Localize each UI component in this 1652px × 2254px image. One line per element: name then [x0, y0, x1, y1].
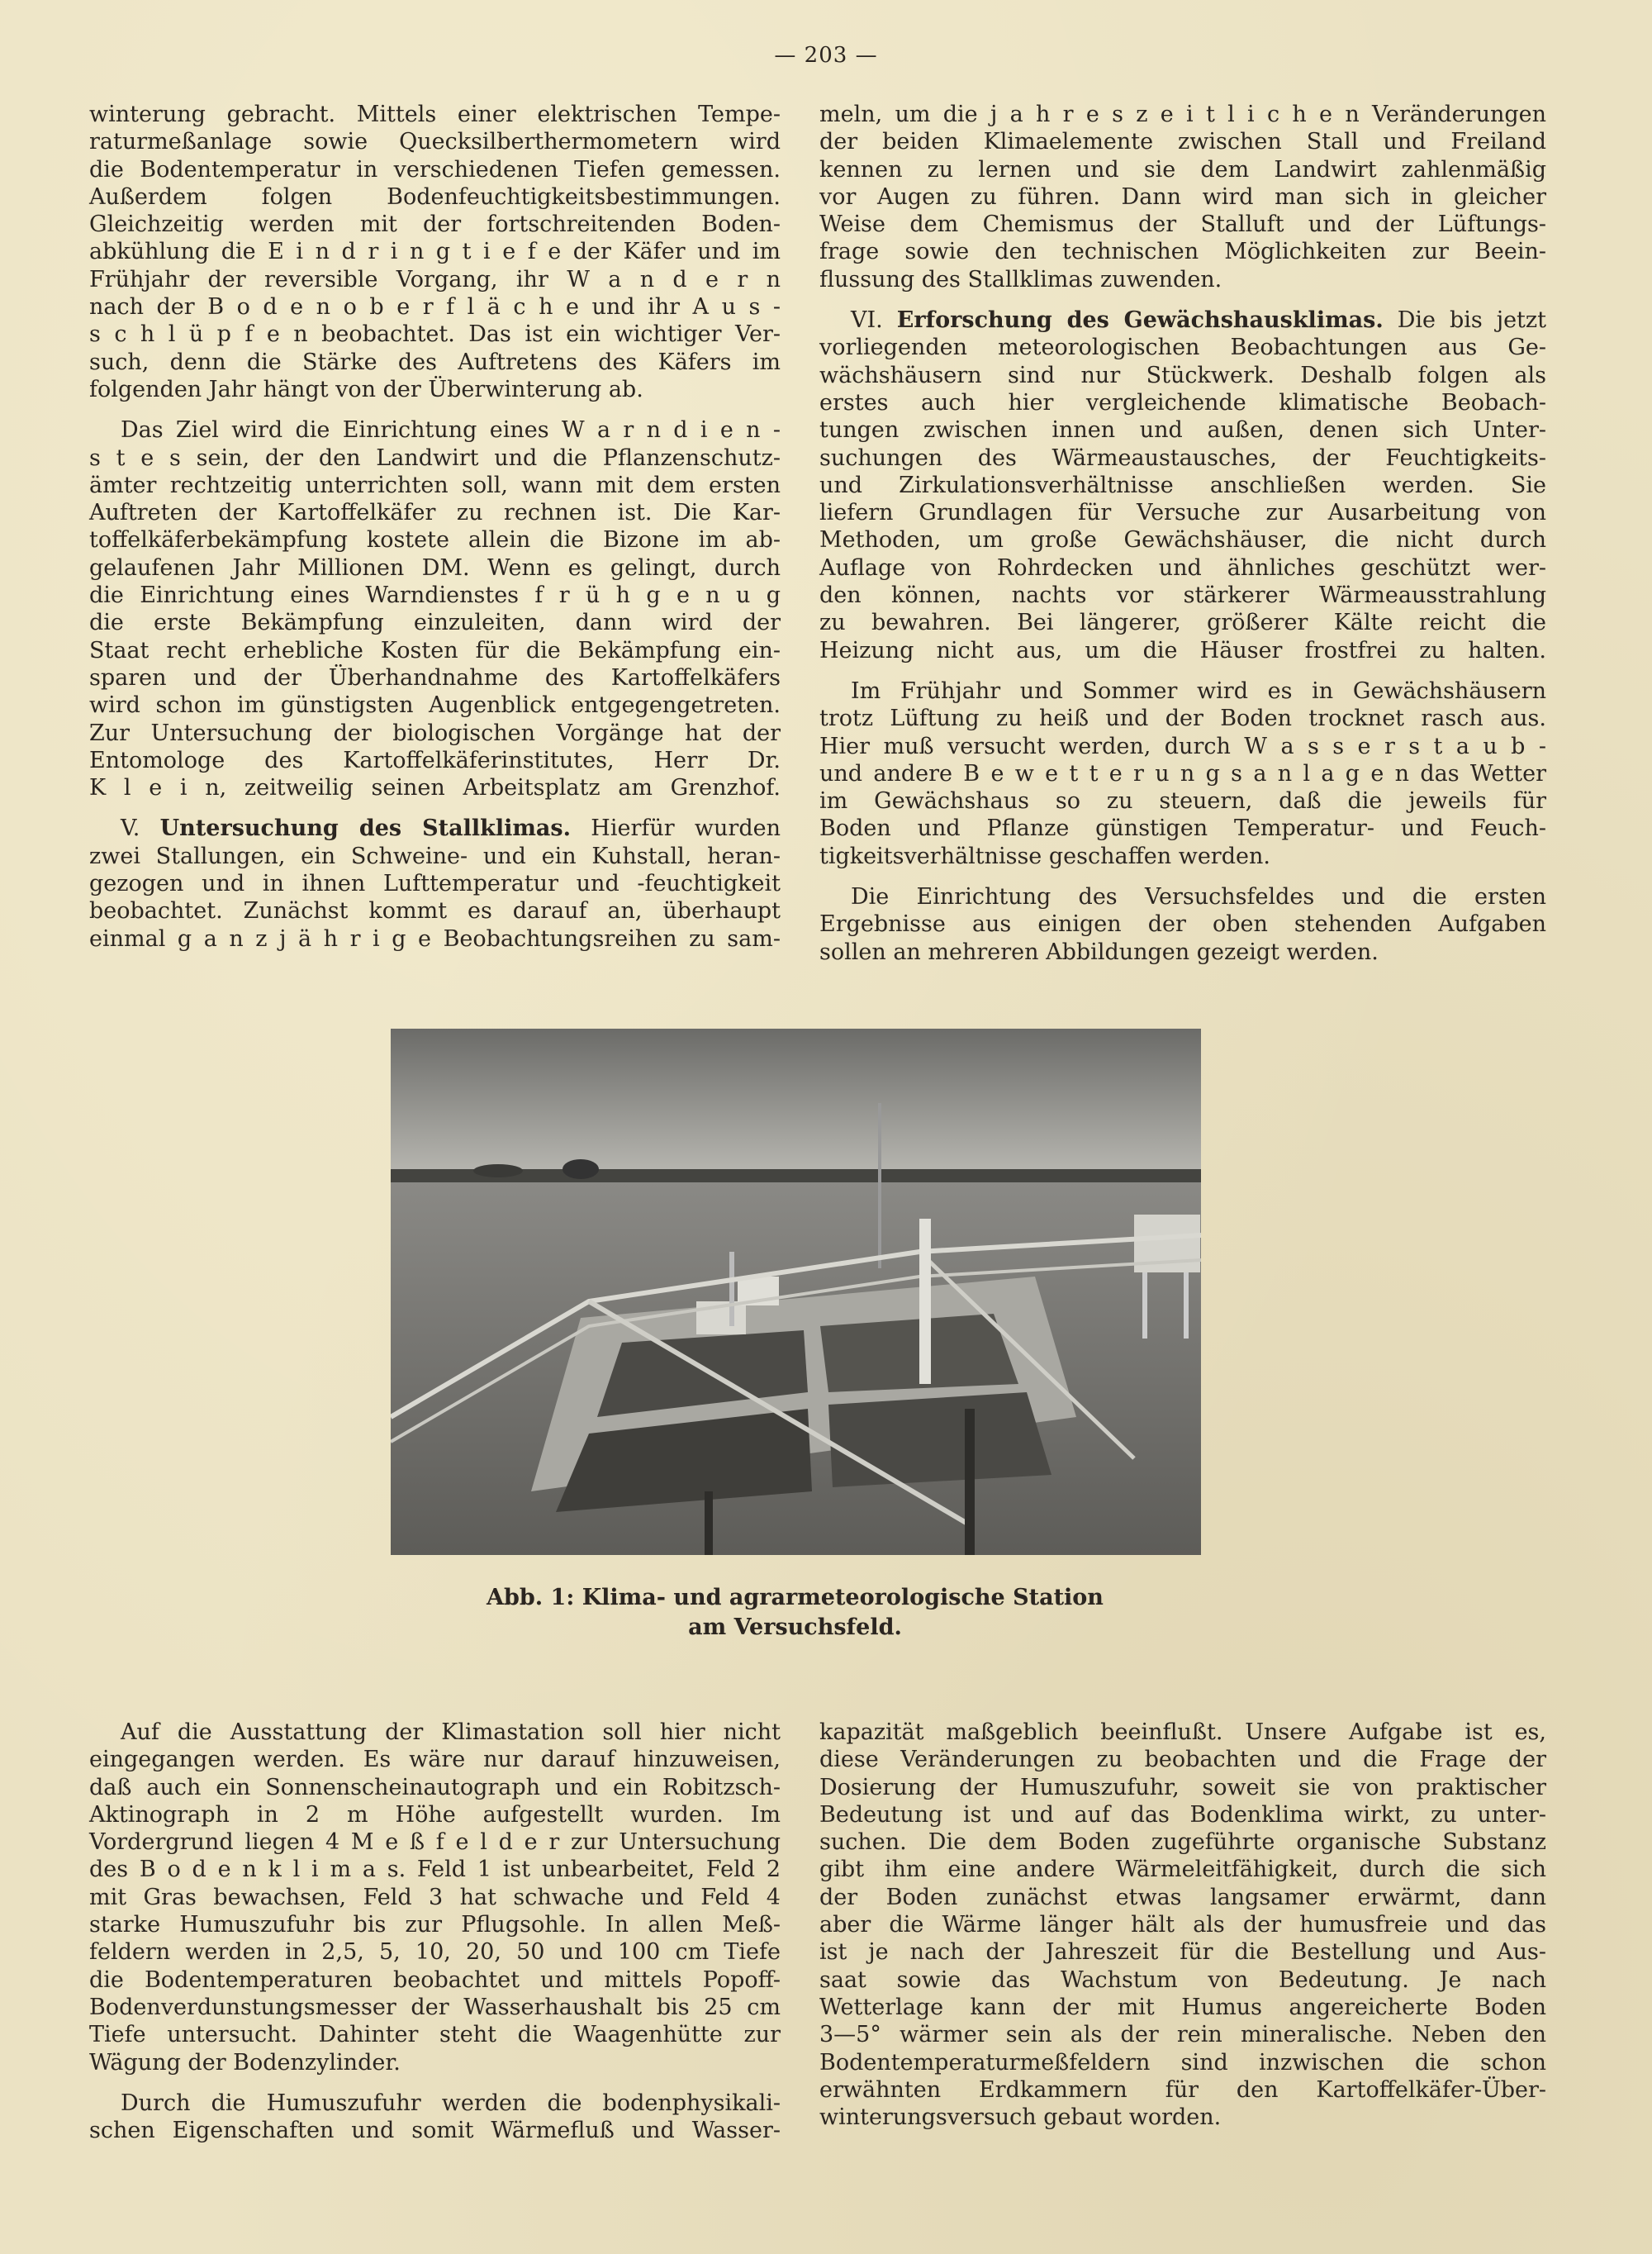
text-line: Auftreten der Kartoffelkäfer zu rechnen ist. Die Kar- — [89, 500, 781, 526]
caption-line-1: Abb. 1: Klima- und agrarmeteorologische Station — [487, 1585, 1104, 1610]
text-line: s c h l ü p f e n beobachtet. Das ist ein wichtiger Ver- — [89, 321, 781, 348]
text-line: gibt ihm eine andere Wärmeleitfähigkeit, durch die sich — [819, 1857, 1546, 1883]
text-line: liefern Grundlagen für Versuche zur Ausarbeitung von — [819, 500, 1546, 526]
text-line: folgenden Jahr hängt von der Überwinterung ab. — [89, 376, 643, 402]
text-line: erwähnten Erdkammern für den Kartoffelkäfer-Über- — [819, 2076, 1546, 2103]
column-bottom-left — [89, 1719, 781, 2157]
column-top-left — [89, 101, 781, 966]
text-line: die Bodentemperaturen beobachtet und mittels Popoff- — [89, 1966, 781, 1993]
text-line: und andere B e w e t t e r u n g s a n l a g e n das Wetter — [819, 760, 1546, 787]
text-line: Bedeutung ist und auf das Bodenklima wirkt, zu unter- — [819, 1801, 1546, 1828]
text-line — [819, 307, 1546, 334]
paragraph — [819, 307, 1546, 664]
text-line: Im Frühjahr und Sommer wird es in Gewächshäusern — [851, 678, 1546, 704]
text-line: frage sowie den technischen Möglichkeiten zur Beein- — [819, 239, 1546, 265]
text-line: ämter rechtzeitig unterrichten soll, wann mit dem ersten — [89, 472, 781, 498]
text-line: die erste Bekämpfung einzuleiten, dann wird der — [89, 610, 781, 636]
text-line: Außerdem folgen Bodenfeuchtigkeitsbestimmungen. — [89, 183, 781, 210]
page-number: — 203 — — [774, 43, 878, 68]
text-line: winterungsversuch gebaut worden. — [819, 2104, 1222, 2131]
paragraph — [819, 678, 1546, 870]
text-line: Dosierung der Humuszufuhr, soweit sie von praktischer — [819, 1774, 1546, 1800]
text-line: Das Ziel wird die Einrichtung eines W a r n d i e n - — [121, 417, 781, 444]
text-line: vorliegenden meteorologischen Beobachtungen aus Ge- — [819, 335, 1546, 361]
text-line: zwei Stallungen, ein Schweine- und ein Kuhstall, heran- — [89, 843, 781, 869]
paragraph — [89, 416, 781, 801]
text-line: Gleichzeitig werden mit der fortschreitenden Boden- — [89, 212, 781, 238]
text-line: Tiefe untersucht. Dahinter steht die Waagenhütte zur — [89, 2022, 781, 2048]
text-line: Bodentemperaturmeßfeldern sind inzwischen die schon — [819, 2049, 1546, 2076]
text-line: Wetterlage kann der mit Humus angereicherte Boden — [819, 1994, 1546, 2020]
caption-line-2: am Versuchsfeld. — [688, 1614, 902, 1640]
text-span: VI. — [851, 307, 897, 334]
text-line: suchungen des Wärmeaustausches, der Feuchtigkeits- — [819, 445, 1546, 471]
text-line: Aktinograph in 2 m Höhe aufgestellt wurden. Im — [89, 1801, 781, 1828]
text-line: Die Einrichtung des Versuchsfeldes und die ersten — [851, 884, 1546, 911]
text-span: V. — [121, 816, 160, 842]
text-line: such, denn die Stärke des Auftretens des Käfers im — [89, 349, 781, 375]
text-line: beobachtet. Zunächst kommt es darauf an, überhaupt — [89, 898, 781, 925]
paragraph — [89, 2090, 781, 2145]
text-line: die Einrichtung eines Warndienstes f r ü h g e n u g — [89, 583, 781, 609]
text-line: zu bewahren. Bei längerer, größerer Kälte reicht die — [819, 610, 1546, 636]
text-line: Ergebnisse aus einigen der oben stehenden Aufgaben — [819, 911, 1546, 938]
column-bottom-right — [819, 1719, 1546, 2144]
text-line: gezogen und in ihnen Lufttemperatur und -feuchtigkeit — [89, 871, 781, 897]
text-line: Vordergrund liegen 4 M e ß f e l d e r zur Untersuchung — [89, 1829, 781, 1856]
text-line: Methoden, um große Gewächshäuser, die nicht durch — [819, 527, 1546, 554]
text-line: den können, nachts vor stärkerer Wärmeausstrahlung — [819, 583, 1546, 609]
text-line: Wägung der Bodenzylinder. — [89, 2049, 401, 2076]
text-line: erstes auch hier vergleichende klimatische Beobach- — [819, 389, 1546, 416]
text-line: eingegangen werden. Es wäre nur darauf hinzuweisen, — [89, 1747, 781, 1773]
text-line: toffelkäferbekämpfung kostete allein die Bizone im ab- — [89, 527, 781, 554]
text-line: Auflage von Rohrdecken und ähnliches geschützt wer- — [819, 554, 1546, 581]
text-line: Entomologe des Kartoffelkäferinstitutes, Herr Dr. — [89, 747, 781, 773]
figure-caption — [0, 1583, 1652, 1643]
text-line: flussung des Stallklimas zuwenden. — [819, 266, 1222, 292]
text-line: des B o d e n k l i m a s. Feld 1 ist unbearbeitet, Feld 2 — [89, 1857, 781, 1883]
section-heading: Untersuchung des Stallklimas. — [159, 816, 572, 842]
text-line: Auf die Ausstattung der Klimastation soll hier nicht — [121, 1719, 781, 1745]
station-photo-illustration — [391, 1029, 1201, 1555]
text-line: Durch die Humuszufuhr werden die bodenphysikali- — [121, 2090, 781, 2116]
text-line: wird schon im günstigsten Augenblick entgegengetreten. — [89, 692, 781, 719]
text-line: Hier muß versucht werden, durch W a s s e r s t a u b - — [819, 733, 1546, 759]
paragraph — [89, 1719, 781, 2076]
text-line — [89, 815, 781, 842]
text-line: suchen. Die dem Boden zugeführte organische Substanz — [819, 1829, 1546, 1856]
paragraph — [89, 101, 781, 403]
text-line: der beiden Klimaelemente zwischen Stall und Freiland — [819, 129, 1546, 155]
text-span: Hierfür wurden — [571, 816, 781, 842]
paragraph — [819, 883, 1546, 966]
text-line: daß auch ein Sonnenscheinautograph und ein Robitzsch- — [89, 1774, 781, 1800]
text-line: vor Augen zu führen. Dann wird man sich in gleicher — [819, 183, 1546, 210]
text-line: im Gewächshaus so zu steuern, daß die jeweils für — [819, 788, 1546, 815]
text-line: s t e s sein, der den Landwirt und die Pflanzenschutz- — [89, 445, 781, 471]
text-line: und Zirkulationsverhältnisse anschließen werden. Sie — [819, 472, 1546, 498]
text-line: wächshäusern sind nur Stückwerk. Deshalb folgen als — [819, 362, 1546, 388]
figure-photo-climate-station — [391, 1029, 1201, 1555]
paragraph — [819, 101, 1546, 293]
text-line: tungen zwischen innen und außen, denen sich Unter- — [819, 417, 1546, 444]
text-span: Die bis jetzt — [1383, 307, 1546, 334]
column-top-right — [819, 101, 1546, 979]
text-line: schen Eigenschaften und somit Wärmefluß und Wasser- — [89, 2118, 781, 2144]
text-line: sparen und der Überhandnahme des Kartoffelkäfers — [89, 664, 781, 691]
text-line: kapazität maßgeblich beeinflußt. Unsere Aufgabe ist es, — [819, 1719, 1546, 1745]
text-line: abkühlung die E i n d r i n g t i e f e der Käfer und im — [89, 239, 781, 265]
section-heading: Erforschung des Gewächshausklimas. — [896, 307, 1384, 334]
text-line: starke Humuszufuhr bis zur Pflugsohle. In allen Meß- — [89, 1912, 781, 1938]
paragraph — [819, 1719, 1546, 2131]
text-line: Zur Untersuchung der biologischen Vorgänge hat der — [89, 720, 781, 746]
text-line: 3—5° wärmer sein als der rein mineralische. Neben den — [819, 2022, 1546, 2048]
text-line: mit Gras bewachsen, Feld 3 hat schwache und Feld 4 — [89, 1884, 781, 1910]
paragraph — [89, 815, 781, 952]
text-line: Heizung nicht aus, um die Häuser frostfrei zu halten. — [819, 637, 1546, 663]
text-line: kennen zu lernen und sie dem Landwirt zahlenmäßig — [819, 156, 1546, 183]
text-line: meln, um die j a h r e s z e i t l i c h e n Veränderungen — [819, 102, 1546, 127]
text-line: tigkeitsverhältnisse geschaffen werden. — [819, 843, 1270, 869]
text-line: diese Veränderungen zu beobachten und die Frage der — [819, 1747, 1546, 1773]
text-line: trotz Lüftung zu heiß und der Boden trocknet rasch aus. — [819, 706, 1546, 732]
text-line: winterung gebracht. Mittels einer elektrischen Tempe- — [89, 102, 781, 127]
text-line: K l e i n, zeitweilig seinen Arbeitsplatz am Grenzhof. — [89, 775, 781, 801]
text-line: sollen an mehreren Abbildungen gezeigt werden. — [819, 939, 1379, 965]
text-line: ist je nach der Jahreszeit für die Bestellung und Aus- — [819, 1939, 1546, 1966]
text-line: der Boden zunächst etwas langsamer erwärmt, dann — [819, 1884, 1546, 1910]
text-line: einmal g a n z j ä h r i g e Beobachtungsreihen zu sam- — [89, 925, 781, 952]
text-line: Weise dem Chemismus der Stalluft und der Lüftungs- — [819, 212, 1546, 238]
text-line: Staat recht erhebliche Kosten für die Bekämpfung ein- — [89, 637, 781, 663]
text-line: aber die Wärme länger hält als der humusfreie und das — [819, 1912, 1546, 1938]
text-line: feldern werden in 2,5, 5, 10, 20, 50 und 100 cm Tiefe — [89, 1939, 781, 1966]
text-line: raturmeßanlage sowie Quecksilberthermometern wird — [89, 129, 781, 155]
text-line: gelaufenen Jahr Millionen DM. Wenn es gelingt, durch — [89, 554, 781, 581]
text-line: Bodenverdunstungsmesser der Wasserhaushalt bis 25 cm — [89, 1994, 781, 2020]
text-line: saat sowie das Wachstum von Bedeutung. Je nach — [819, 1966, 1546, 1993]
text-line: Boden und Pflanze günstigen Temperatur- und Feuch- — [819, 816, 1546, 842]
text-line: Frühjahr der reversible Vorgang, ihr W a n d e r n — [89, 266, 781, 292]
text-line: nach der B o d e n o b e r f l ä c h e und ihr A u s - — [89, 294, 781, 321]
text-line: die Bodentemperatur in verschiedenen Tiefen gemessen. — [89, 156, 781, 183]
